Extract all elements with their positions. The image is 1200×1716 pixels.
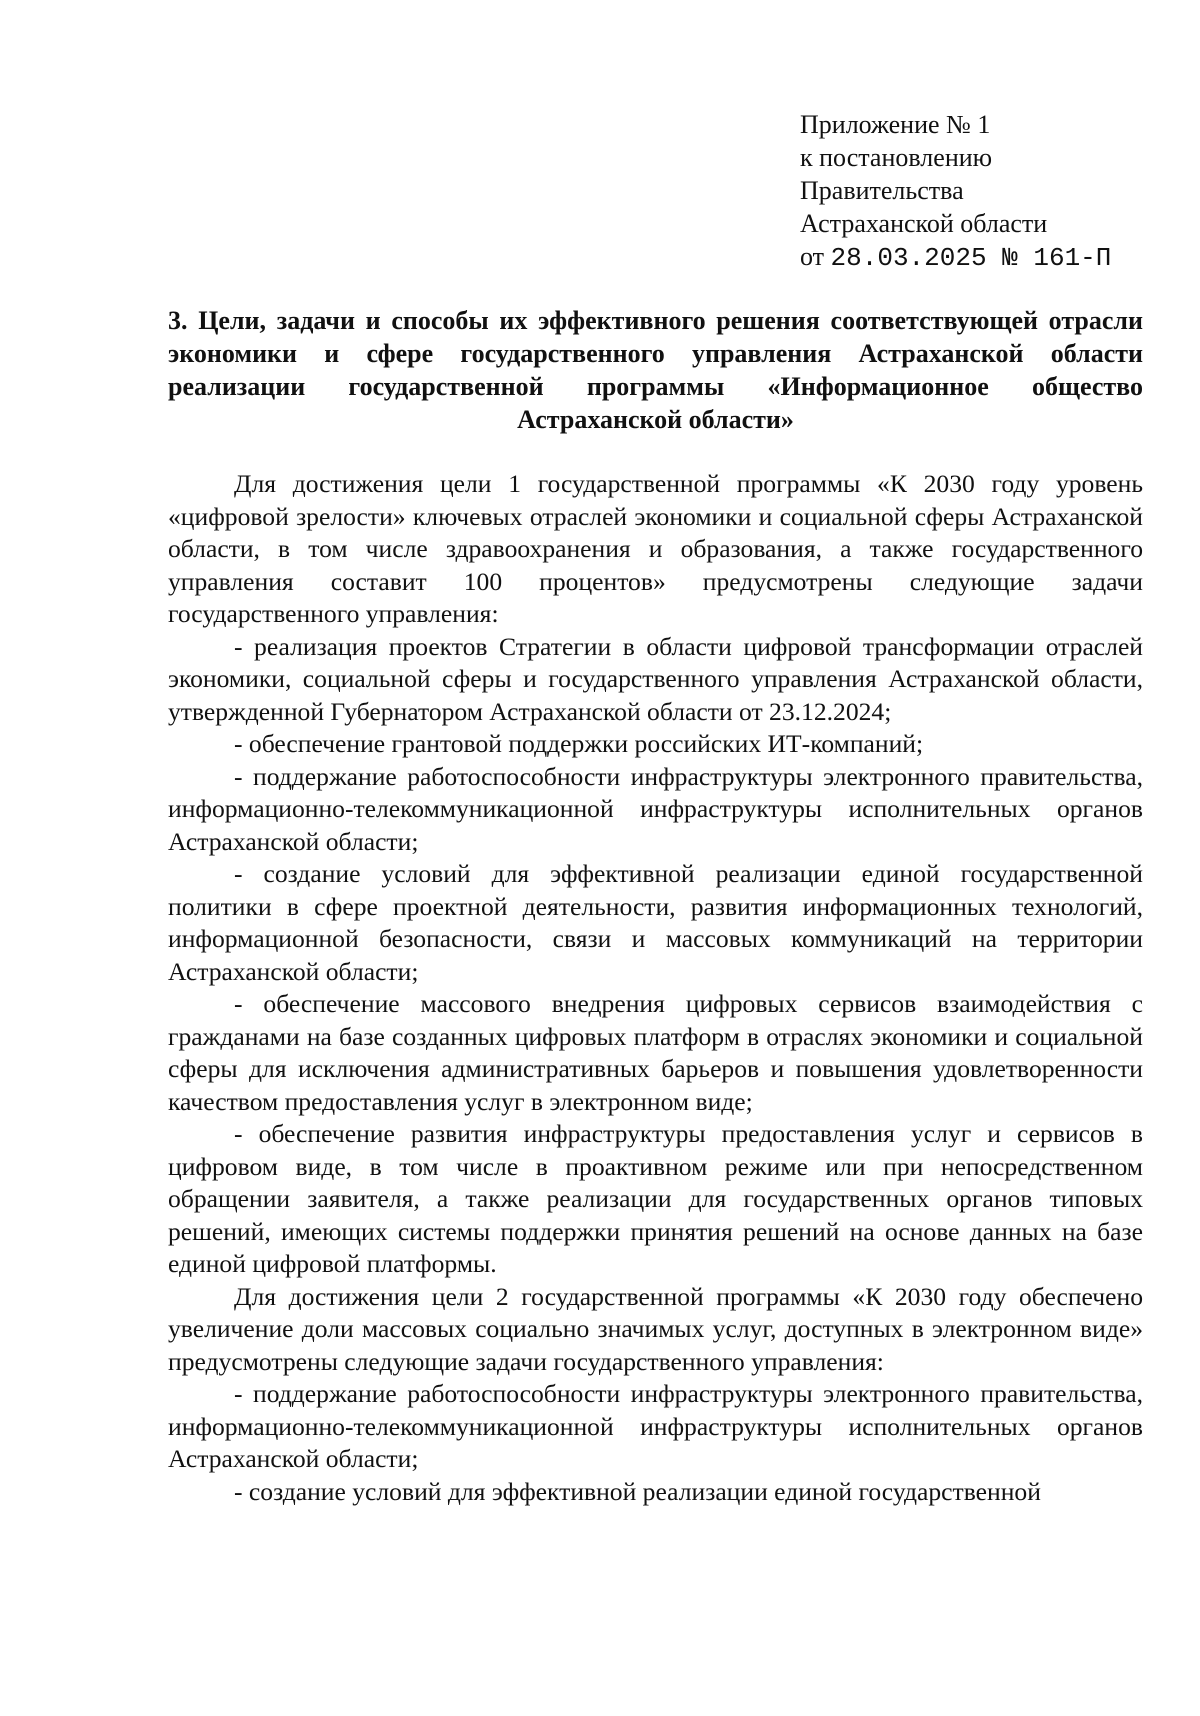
paragraph-goal-1-intro: Для достижения цели 1 государственной программы «К 2030 году уровень «цифровой зрелости» ключевых отраслей экономики и социальной сферы Астраханской области, в том числе здравоохранения и образования, а также государственного управления составит 100 процентов» предусмотрены следующие задачи государственного управления: [168,469,1143,628]
list-item: - обеспечение массового внедрения цифровых сервисов взаимодействия с гражданами на базе созданных цифровых платформ в отраслях экономики и социальной сферы для исключения административных барьеров и повышения удовлетворенности качеством предоставления услуг в электронном виде; [168,989,1143,1116]
appendix-line-government: Правительства [800,176,964,205]
paragraph-goal-2-intro: Для достижения цели 2 государственной программы «К 2030 году обеспечено увеличение доли массовых социально значимых услуг, доступных в электронном виде» предусмотрены следующие задачи государственного управления: [168,1281,1143,1376]
document-body [168,468,1143,1508]
appendix-date-prefix: от [800,242,831,271]
list-item: - реализация проектов Стратегии в области цифровой трансформации отраслей экономики, социальной сферы и государственного управления Астраханской области, утвержденной Губернатором Астраханской области от 23.12.2024; [168,631,1143,726]
list-item: - обеспечение грантовой поддержки российских ИТ-компаний; [234,729,924,758]
appendix-date-line [800,240,1160,275]
list-item: - поддержание работоспособности инфраструктуры электронного правительства, информационно-телекоммуникационной инфраструктуры исполнительных органов Астраханской области; [168,761,1143,856]
list-item: - обеспечение развития инфраструктуры предоставления услуг и сервисов в цифровом виде, в том числе в проактивном режиме или при непосредственном обращении заявителя, а также реализации для государственных органов типовых решений, имеющих системы поддержки принятия решений на основе данных на базе единой цифровой платформы. [168,1119,1143,1278]
list-item: - поддержание работоспособности инфраструктуры электронного правительства, информационно-телекоммуникационной инфраструктуры исполнительных органов Астраханской области; [168,1379,1143,1473]
appendix-line-region: Астраханской области [800,209,1048,238]
appendix-line-decree: к постановлению [800,143,993,172]
section-heading: 3. Цели, задачи и способы их эффективного решения соответствующей отрасли экономики и сфере государственного управления Астраханской области реализации государственной программы «Информационное общество Астраханской области» [168,306,1143,434]
list-item: - создание условий для эффективной реализации единой государственной политики в сфере проектной деятельности, развития информационных технологий, информационной безопасности, связи и массовых коммуникаций на территории Астраханской области; [168,859,1143,986]
list-item: - создание условий для эффективной реализации единой государственной [234,1476,1041,1506]
appendix-title: Приложение № 1 [800,110,991,139]
appendix-date-number: 28.03.2025 № 161-П [830,243,1112,273]
appendix-block [800,108,1160,275]
